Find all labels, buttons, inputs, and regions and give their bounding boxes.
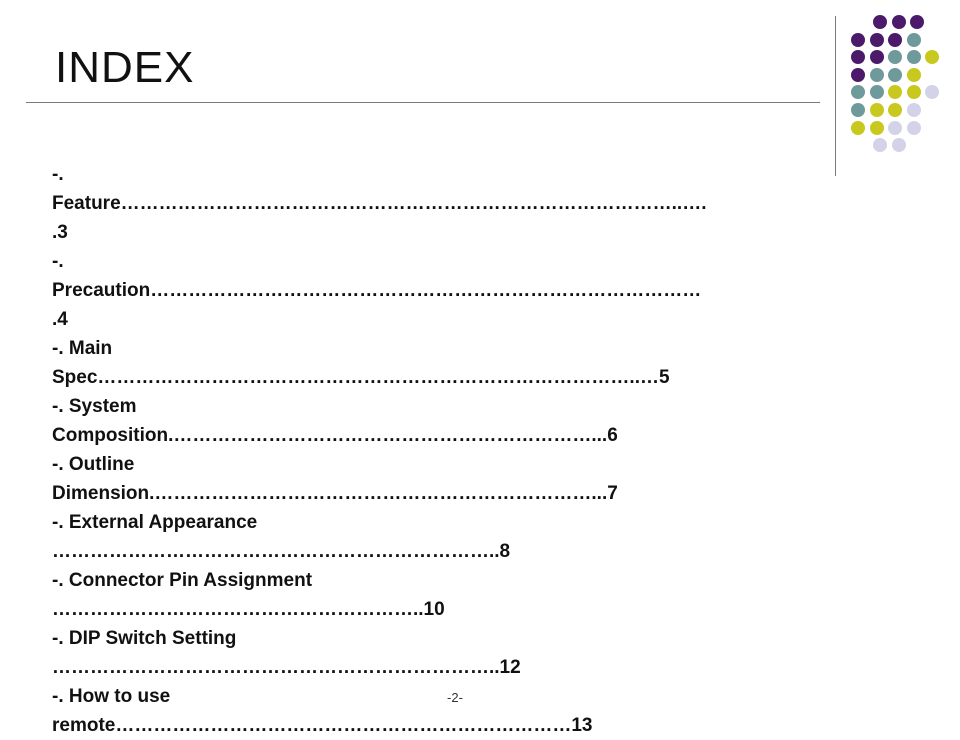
title-divider <box>26 102 820 103</box>
toc-entry-line: -. Main <box>52 338 113 359</box>
toc-entry-line: remote………………………………………………………………13 <box>52 715 593 736</box>
decorative-dot <box>851 103 865 117</box>
decorative-dot <box>907 85 921 99</box>
toc-entry-line: Feature……………………………………………………………………………..…. <box>52 193 707 214</box>
decorative-dot <box>888 121 902 135</box>
toc-entry[interactable] <box>52 334 832 392</box>
decorative-dot <box>873 138 887 152</box>
decorative-dot <box>910 15 924 29</box>
decorative-dot <box>907 103 921 117</box>
toc-entry[interactable] <box>52 392 832 450</box>
toc-entry-line: -. System <box>52 396 137 417</box>
toc-entry-line: .3 <box>52 222 68 243</box>
toc-entry-line: -. External Appearance <box>52 512 258 533</box>
toc-entry[interactable] <box>52 566 832 624</box>
decorative-dot <box>851 85 865 99</box>
decorative-dot <box>888 103 902 117</box>
decorative-dot <box>907 50 921 64</box>
toc-entry-line: ……………………………………………………………..8 <box>52 541 511 562</box>
decorative-dot <box>907 68 921 82</box>
decorative-dot <box>870 103 884 117</box>
decorative-dot <box>888 33 902 47</box>
decorative-dot <box>870 68 884 82</box>
toc-entry-line: Dimension.……………………………………………………………...7 <box>52 483 618 504</box>
toc-entry-line: -. Outline <box>52 454 135 475</box>
toc-entry-line: Spec…………………………………………………………………………..…5 <box>52 367 670 388</box>
toc-entry-line: .4 <box>52 309 68 330</box>
decorative-dot <box>870 33 884 47</box>
decorative-dot <box>907 121 921 135</box>
decorative-dot <box>870 50 884 64</box>
toc-entry-line: Precaution…………………………………………………………………………… <box>52 280 702 301</box>
toc-entry-line: …………………………………………………..10 <box>52 599 445 620</box>
vertical-divider <box>835 16 836 176</box>
decorative-dot <box>907 33 921 47</box>
decorative-dot <box>873 15 887 29</box>
decorative-dot <box>870 121 884 135</box>
toc-entry[interactable] <box>52 450 832 508</box>
toc-entry[interactable] <box>52 508 832 566</box>
decorative-dot <box>851 50 865 64</box>
decorative-dot <box>925 85 939 99</box>
decorative-dot <box>870 85 884 99</box>
decorative-dot <box>888 85 902 99</box>
table-of-contents <box>52 160 832 740</box>
toc-entry-line: -. <box>52 251 64 272</box>
toc-entry-line: -. <box>52 164 64 185</box>
decorative-dot <box>888 68 902 82</box>
toc-entry-line: -. DIP Switch Setting <box>52 628 237 649</box>
decorative-dot <box>851 121 865 135</box>
toc-entry-line: ……………………………………………………………..12 <box>52 657 521 678</box>
toc-entry-line: -. How to use <box>52 686 171 707</box>
decorative-dot <box>851 33 865 47</box>
decorative-dot <box>888 50 902 64</box>
toc-entry-line: -. Connector Pin Assignment <box>52 570 313 591</box>
page-number: -2- <box>447 690 463 705</box>
page-title: INDEX <box>55 43 195 92</box>
decorative-dot <box>892 138 906 152</box>
toc-entry[interactable] <box>52 160 832 247</box>
decorative-dot <box>851 68 865 82</box>
decorative-dot <box>892 15 906 29</box>
decorative-dot <box>925 50 939 64</box>
toc-entry-line: Composition.…………………………………………………………...6 <box>52 425 618 446</box>
toc-entry[interactable] <box>52 247 832 334</box>
toc-entry[interactable] <box>52 624 832 682</box>
